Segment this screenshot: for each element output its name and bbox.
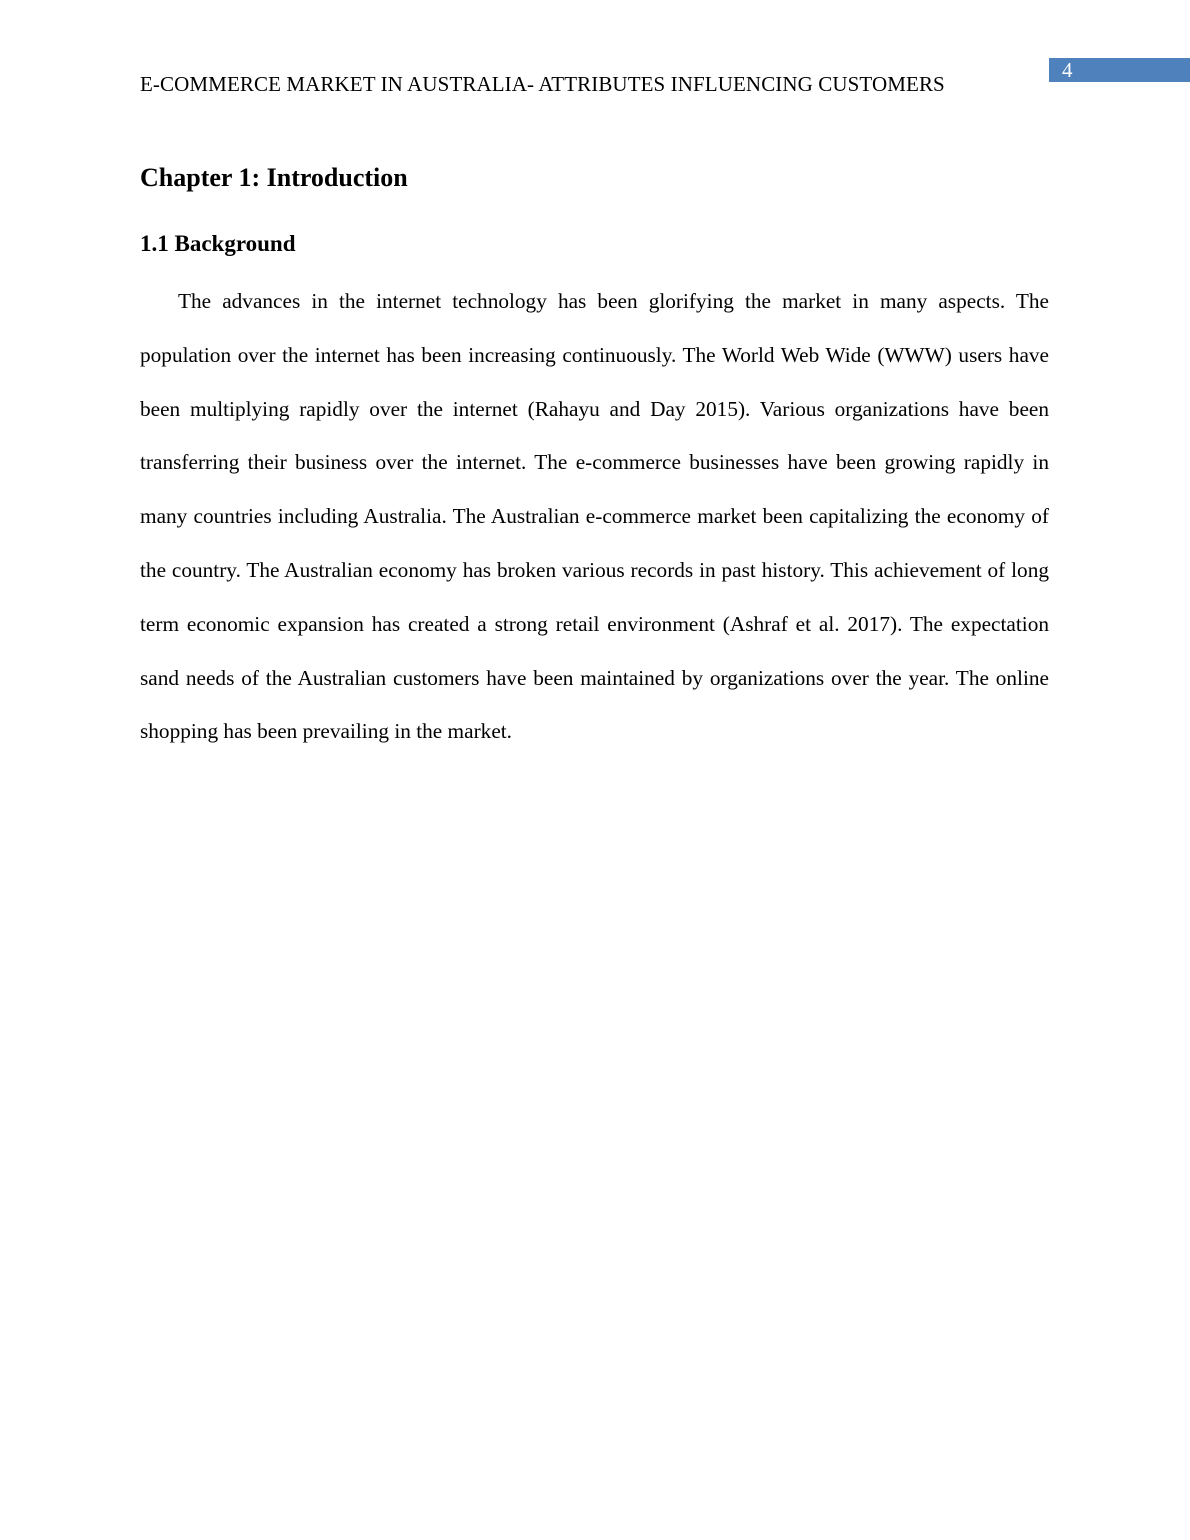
page-number-badge bbox=[1049, 58, 1190, 82]
chapter-title: Chapter 1: Introduction bbox=[140, 163, 408, 192]
body-paragraph: The advances in the internet technology has been glorifying the market in many aspects. The population over the internet has been increasing continuously. The World Web Wide (WWW) users have been multiplying rapidly over the internet (Rahayu and Day 2015). Various organizations have been transferring their business over the internet. The e-commerce businesses have been growing rapidly in many countries including Australia. The Australian e-commerce market been capitalizing the economy of the country. The Australian economy has broken various records in past history. This achievement of long term economic expansion has created a strong retail environment (Ashraf et al. 2017). The expectation sand needs of the Australian customers have been maintained by organizations over the year. The online shopping has been prevailing in the market. bbox=[140, 289, 1049, 744]
running-header-title: E-COMMERCE MARKET IN AUSTRALIA- ATTRIBUTES INFLUENCING CUSTOMERS bbox=[140, 72, 945, 96]
section-title: 1.1 Background bbox=[140, 231, 296, 256]
page-number: 4 bbox=[1062, 58, 1073, 82]
